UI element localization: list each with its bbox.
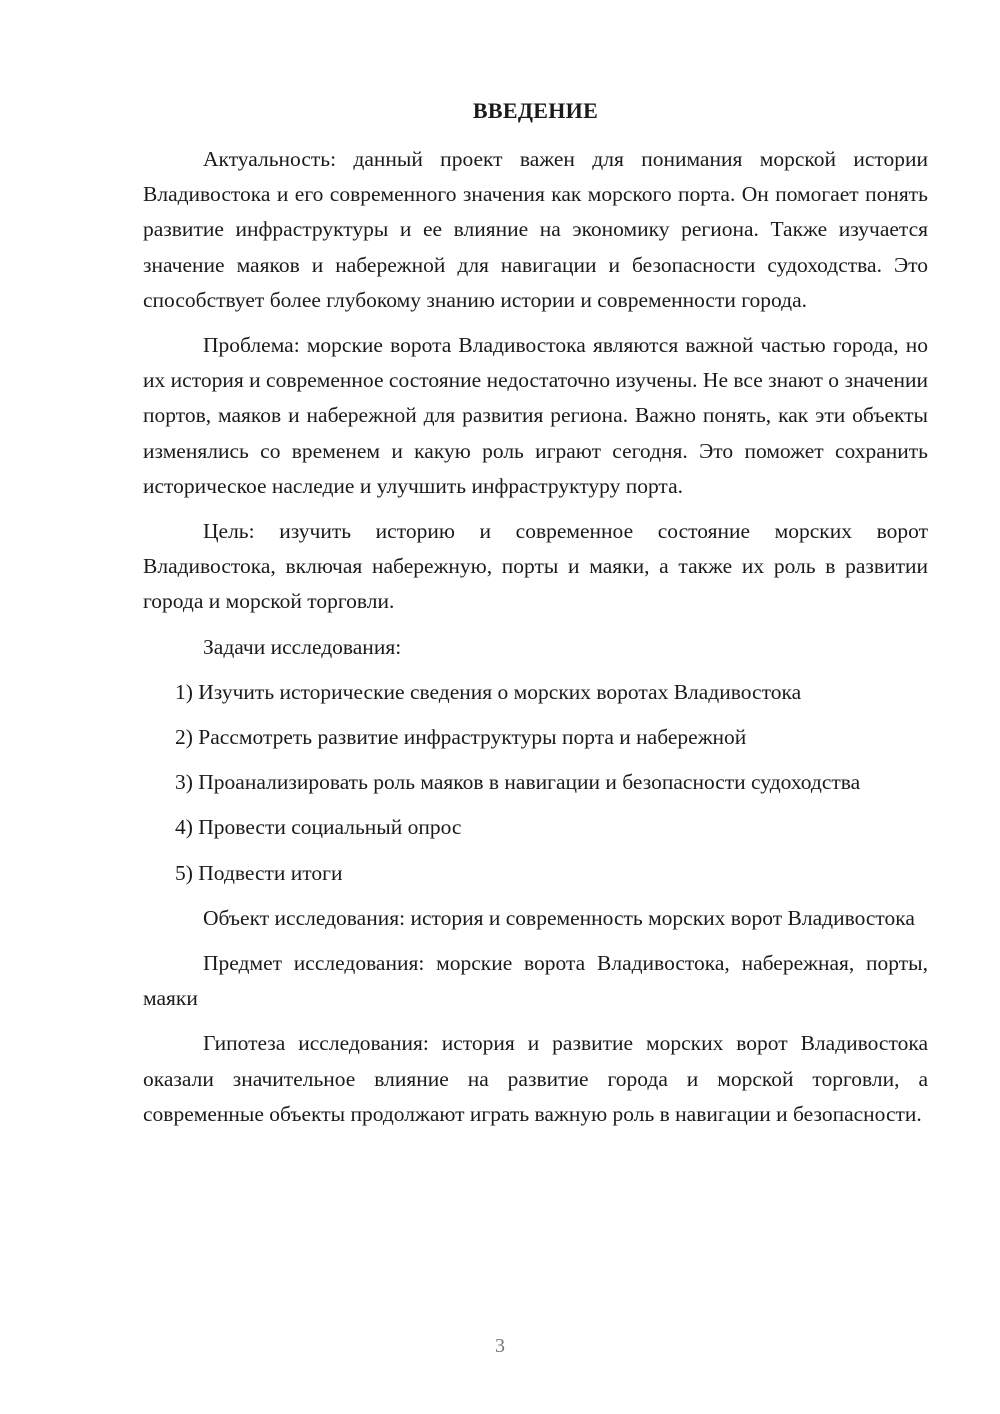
paragraph-goal: Цель: изучить историю и современное состояние морских ворот Владивостока, включая набережную, порты и маяки, а также их роль в развитии города и морской торговли.	[143, 519, 928, 614]
paragraph-relevance: Актуальность: данный проект важен для понимания морской истории Владивостока и его современного значения как морского порта. Он помогает понять развитие инфраструктуры и ее влияние на экономику региона. Также изучается значение маяков и набережной для навигации и безопасности судоходства. Это способствует более глубокому знанию истории и современности города.	[143, 147, 928, 312]
document-body	[143, 142, 928, 1142]
section-heading: ВВЕДЕНИЕ	[472, 98, 599, 123]
task-item: 3) Проанализировать роль маяков в навигации и безопасности судоходства	[175, 770, 861, 795]
task-item: 5) Подвести итоги	[175, 860, 343, 885]
task-item: 1) Изучить исторические сведения о морских воротах Владивостока	[175, 679, 802, 704]
paragraph-object: Объект исследования: история и современность морских ворот Владивостока	[203, 905, 915, 930]
page-number: 3	[495, 1335, 505, 1357]
paragraph-tasks-heading: Задачи исследования:	[203, 634, 402, 659]
paragraph-hypothesis: Гипотеза исследования: история и развитие морских ворот Владивостока оказали значительное влияние на развитие города и морской торговли, а современные объекты продолжают играть важную роль в навигации и безопасности.	[143, 1031, 928, 1126]
paragraph-problem: Проблема: морские ворота Владивостока являются важной частью города, но их история и современное состояние недостаточно изучены. Не все знают о значении портов, маяков и набережной для развития региона. Важно понять, как эти объекты изменялись со временем и какую роль играют сегодня. Это поможет сохранить историческое наследие и улучшить инфраструктуру порта.	[143, 333, 928, 498]
task-item: 2) Рассмотреть развитие инфраструктуры порта и набережной	[175, 725, 747, 750]
paragraph-subject: Предмет исследования: морские ворота Владивостока, набережная, порты, маяки	[143, 951, 928, 1011]
task-item: 4) Провести социальный опрос	[175, 815, 462, 840]
